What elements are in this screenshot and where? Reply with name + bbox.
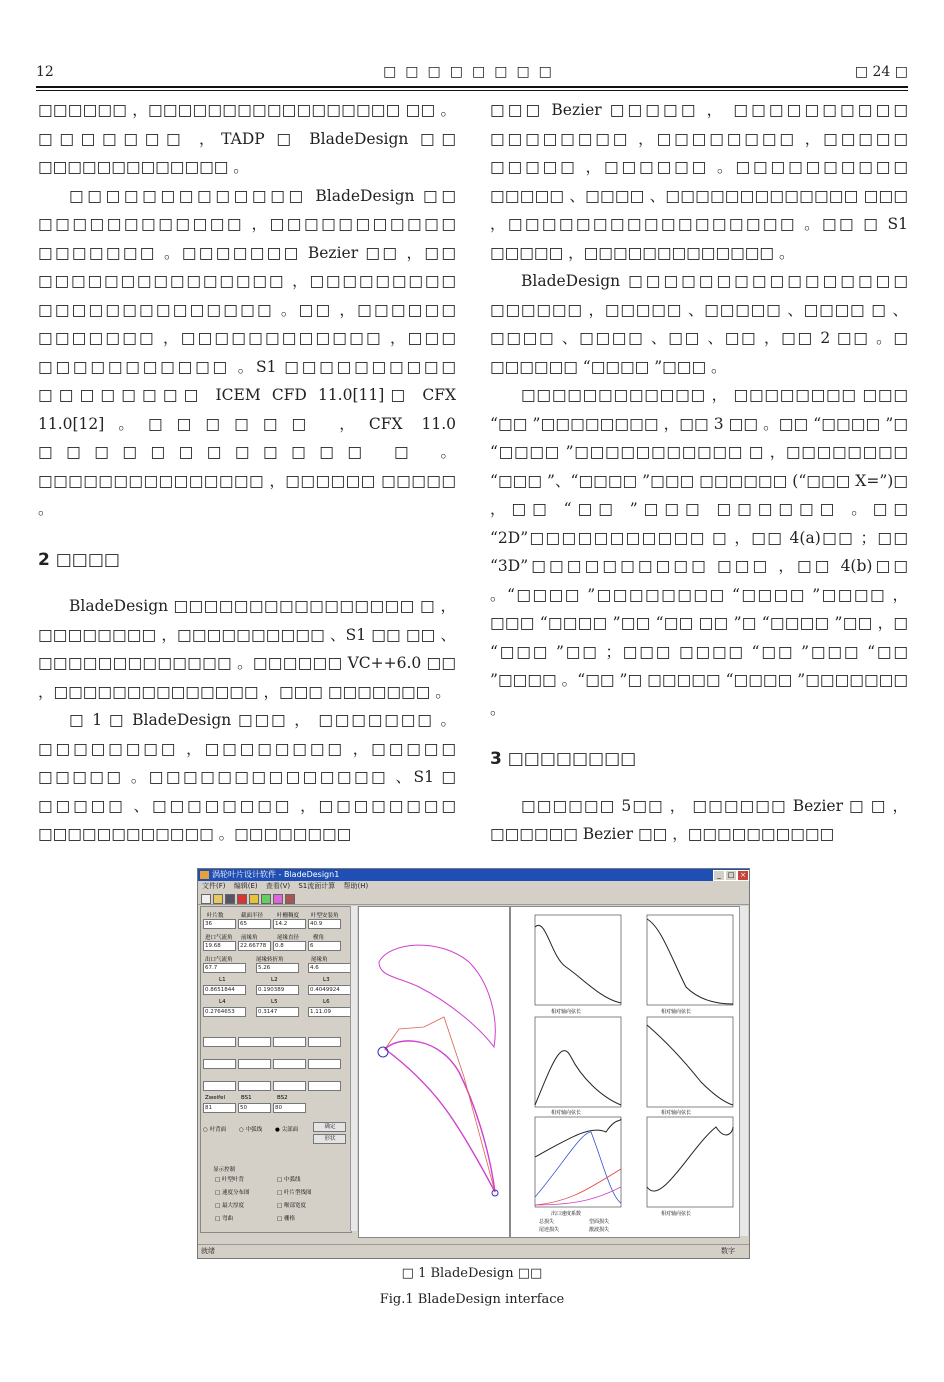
param-label: L1 bbox=[219, 977, 226, 983]
loss-curve-magenta bbox=[535, 1187, 621, 1205]
param-field[interactable]: 50 bbox=[238, 1103, 271, 1113]
param-field[interactable]: 36 bbox=[203, 919, 236, 929]
radio-label: 尖部面 bbox=[281, 1127, 299, 1133]
open-folder-icon[interactable] bbox=[213, 894, 223, 904]
param-field[interactable]: 19.68 bbox=[203, 941, 236, 951]
menu-help[interactable]: 帮助(H) bbox=[343, 882, 369, 890]
volume-number: □ 24 □ bbox=[854, 64, 908, 80]
radio-blade-back[interactable]: ○ 叶背面 bbox=[203, 1127, 227, 1133]
param-label: 前缘角 bbox=[241, 935, 258, 941]
left-paragraph-1: □□□□□□ ，□□□□□□□□□□□□□□□□□ □□ 。□□□□□□□ ，TADP □ BladeDesign □□ □□□□□□□□□□□□□ 。 bbox=[38, 101, 456, 176]
checkbox-label: 中弧线 bbox=[283, 1177, 301, 1183]
plots-grid bbox=[511, 907, 739, 1237]
plots-scrollbar[interactable] bbox=[739, 906, 748, 1236]
window-title: 涡轮叶片设计软件 - BladeDesign1 bbox=[212, 870, 340, 879]
param-label: L6 bbox=[323, 999, 330, 1005]
param-field[interactable]: 0.8651844 bbox=[203, 985, 246, 995]
cut-icon[interactable] bbox=[237, 894, 247, 904]
param-label: 尾缘直径 bbox=[277, 935, 300, 941]
paste-icon[interactable] bbox=[249, 894, 259, 904]
legend-item: 总损失 bbox=[539, 1219, 555, 1225]
window-titlebar bbox=[198, 869, 749, 881]
toolbar bbox=[198, 892, 749, 905]
radio-label: 中弧线 bbox=[245, 1127, 263, 1133]
status-left: 就绪 bbox=[201, 1247, 215, 1255]
param-label: L4 bbox=[219, 999, 226, 1005]
checkbox-label: 速度分布图 bbox=[221, 1190, 250, 1196]
plot-xlabel: 相对轴向弦长 bbox=[661, 1009, 692, 1015]
checkbox-8[interactable]: □ 栅格 bbox=[277, 1216, 295, 1222]
plot-frames bbox=[535, 915, 733, 1207]
new-file-icon[interactable] bbox=[201, 894, 211, 904]
page-header bbox=[36, 62, 908, 84]
param-label: 叶栅稠度 bbox=[277, 913, 300, 919]
right-paragraph-3: □□□□□□□□□□□□ ， □□□□□□□□ □□□ “□□ ”□□□□□□□□ ，□□ 3 □□ 。□□ “□□□□ ”□ “□□□□ ”□□□□□□□□□□□ □ ，□□□□□□□□ “□□□ ”、“□□□□ ”□□□ □□□□□□ (“□□□ X=”)□ ，□□ “□□ ”□□□ □□□□□□ 。□□ “2D”□□□□□□□□□□□ □ ，□□ 4(a)□□ ；□□ “3D”□□□□□□□□□□ □□□ ，□□ 4(b)□□ 。“□□□□ ”□□□□□□□□ “□□□□ ”□□□□ ，□□□ “□□□□ ”□□ “□□ □□ ”□ “□□□□ ”□□ ，□ “□□□ ”□□ ；□□□ □□□□ “□□ ”□□□ “□□ ”□□□□ 。“□□ ”□ □□□□□ “□□□□ ”□□□□□□□ 。 bbox=[490, 386, 908, 718]
confirm-button[interactable]: 确定 bbox=[313, 1122, 346, 1132]
param-field[interactable]: 67.7 bbox=[203, 963, 246, 973]
param-label: L2 bbox=[271, 977, 278, 983]
loss-curve-blue bbox=[535, 1132, 621, 1203]
plot-xlabel: 相对轴向弦长 bbox=[661, 1110, 692, 1116]
param-field[interactable]: 22.66778 bbox=[238, 941, 271, 951]
blade-profile-canvas[interactable] bbox=[358, 906, 510, 1238]
param-field[interactable]: 5.26 bbox=[256, 963, 299, 973]
status-bar bbox=[198, 1244, 749, 1257]
page-number: 12 bbox=[36, 64, 54, 80]
shape-icon[interactable] bbox=[273, 894, 283, 904]
legend-item: 型面损失 bbox=[589, 1219, 610, 1225]
plot-xlabel: 相对轴向弦长 bbox=[661, 1211, 692, 1217]
param-label: 进口气流角 bbox=[205, 935, 233, 941]
param-label: BS1 bbox=[241, 1095, 252, 1101]
param-field[interactable]: 0.2764653 bbox=[203, 1007, 246, 1017]
param-field[interactable]: 81 bbox=[203, 1103, 236, 1113]
parameter-panel bbox=[200, 906, 352, 1233]
readonly-field bbox=[308, 1037, 341, 1047]
checkbox-label: 喉部宽度 bbox=[283, 1203, 306, 1209]
upper-blade-profile bbox=[379, 945, 495, 1047]
param-field[interactable]: 0.190389 bbox=[256, 985, 299, 995]
param-label: 叶片数 bbox=[207, 913, 224, 919]
param-field[interactable]: 0.4049924 bbox=[308, 985, 351, 995]
checkbox-6[interactable]: □ 喉部宽度 bbox=[277, 1203, 306, 1209]
plot-xlabel: 出口速度系数 bbox=[551, 1211, 582, 1217]
param-label: 叶型安装角 bbox=[311, 913, 339, 919]
menu-file[interactable]: 文件(F) bbox=[202, 882, 226, 890]
param-field[interactable]: 14.2 bbox=[273, 919, 306, 929]
status-right: 数字 bbox=[721, 1247, 735, 1255]
bezier-control-polygon bbox=[385, 1017, 495, 1192]
readonly-field bbox=[273, 1081, 306, 1091]
param-label: 尾缘角 bbox=[311, 957, 328, 963]
checkbox-label: 叶片型线图 bbox=[283, 1190, 312, 1196]
left-paragraph-2: □□□□□□□□□□□□□ BladeDesign □□ □□□□□□□□□□□□ ，□□□□□□□□□□□ □□□□□□□ 。□□□□□□□ Bezier □□ ，□□ □□□□□□□□□□□□□□□ ，□□□□□□□□□ □□□□□□□□□□□□□□ 。□□ ，□□□□□□ □□□□□□□ ，□□□□□□□□□□□□ ，□□□ □□□□□□□□□□□ 。S1 □□□□□□□□□□ □□□□□□□□ ICEM CFD 11.0[11]□ CFX 11.0[12]。□□□□□□ ，CFX 11.0 □□□□□□□□□□□□ □ 。□□□□□□□□□□□□□□□ ，□□□□□□ □□□□□ 。 bbox=[38, 186, 456, 518]
checkbox-label: 弯曲 bbox=[221, 1216, 233, 1222]
readonly-field bbox=[273, 1037, 306, 1047]
shape-button[interactable]: 形状 bbox=[313, 1134, 346, 1144]
minimize-icon[interactable]: _ bbox=[713, 870, 725, 881]
readonly-field bbox=[203, 1081, 236, 1091]
right-column bbox=[490, 96, 908, 849]
readonly-field bbox=[203, 1037, 236, 1047]
checkbox-2[interactable]: □ 中弧线 bbox=[277, 1177, 301, 1183]
readonly-field bbox=[273, 1059, 306, 1069]
right-paragraph-4: □□□□□□ 5□□ ， □□□□□□ Bezier □ □ ，□□□□□□ Bezier □□ ，□□□□□□□□□□ bbox=[490, 796, 908, 843]
left-paragraph-3: BladeDesign □□□□□□□□□□□□□□□□ □ ，□□□□□□□□ ，□□□□□□□□□□ 、S1 □□ □□ 、□□□□□□□□□□□□□ 。□□□□□□ VC++6.0 □□ ，□□□□□□□□□□□□□□ ，□□□ □□□□□□□ 。 bbox=[38, 597, 456, 701]
param-field[interactable]: 6 bbox=[308, 941, 341, 951]
section-3-title: 3 □□□□□□□□ bbox=[490, 749, 637, 769]
param-field[interactable]: 0.3147 bbox=[256, 1007, 299, 1017]
checkbox-1[interactable]: □ 叶型叶背 bbox=[215, 1177, 244, 1183]
param-label: 出口气流角 bbox=[205, 957, 233, 963]
readonly-field bbox=[308, 1081, 341, 1091]
menu-s1[interactable]: S1流面计算 bbox=[298, 882, 336, 890]
menu-edit[interactable]: 编辑(E) bbox=[233, 882, 258, 890]
right-paragraph-1: □□□ Bezier □□□□□ ， □□□□□□□□□□ □□□□□□□□ ，□□□□□□□□ ，□□□□□ □□□□□ ，□□□□□□ 。□□□□□□□□□□ □□□□□ 、□□□□ 、□□□□□□□□□□□□□ □□□ ，□□□□□□□□□□□□□□□□□ 。□□ □ S1 □□□□□ ，□□□□□□□□□□□□□ 。 bbox=[490, 101, 908, 262]
menu-view[interactable]: 查看(V) bbox=[265, 882, 291, 890]
checkbox-4[interactable]: □ 叶片型线图 bbox=[277, 1190, 312, 1196]
param-field[interactable]: 4.6 bbox=[308, 963, 351, 973]
figure-caption-zh: □ 1 BladeDesign □□ bbox=[401, 1266, 543, 1281]
figure-caption-en: Fig.1 BladeDesign interface bbox=[379, 1292, 565, 1307]
draw-icon[interactable] bbox=[261, 894, 271, 904]
save-icon[interactable] bbox=[225, 894, 235, 904]
radio-tip[interactable]: ● 尖部面 bbox=[275, 1127, 299, 1133]
result-plots bbox=[510, 906, 740, 1238]
checkbox-group-title: 显示控制 bbox=[213, 1167, 236, 1173]
param-field[interactable]: 65 bbox=[238, 919, 271, 929]
param-label: Zweifel bbox=[205, 1095, 226, 1101]
checkbox-label: 最大厚度 bbox=[221, 1203, 244, 1209]
journal-name: □□□□□□□□ bbox=[383, 64, 561, 80]
readonly-field bbox=[238, 1059, 271, 1069]
menu-bar bbox=[198, 881, 749, 892]
radio-label: 叶背面 bbox=[209, 1127, 227, 1133]
figure-1-screenshot bbox=[197, 868, 750, 1259]
plot-xlabel: 相对轴向弦长 bbox=[551, 1009, 582, 1015]
param-field[interactable]: 40.9 bbox=[308, 919, 341, 929]
legend-item: 尾迹损失 bbox=[539, 1227, 560, 1233]
lower-blade-profile bbox=[385, 1041, 495, 1192]
param-field[interactable]: 80 bbox=[273, 1103, 306, 1113]
maximize-icon[interactable]: □ bbox=[725, 870, 737, 881]
checkbox-5[interactable]: □ 最大厚度 bbox=[215, 1203, 244, 1209]
param-label: 尾缘转折角 bbox=[256, 957, 284, 963]
checkbox-3[interactable]: □ 速度分布图 bbox=[215, 1190, 250, 1196]
rotate-icon[interactable] bbox=[285, 894, 295, 904]
header-rule-thin bbox=[36, 90, 908, 91]
readonly-field bbox=[238, 1081, 271, 1091]
close-icon[interactable]: × bbox=[737, 870, 749, 881]
checkbox-label: 栅格 bbox=[283, 1216, 295, 1222]
param-label: L3 bbox=[323, 977, 330, 983]
checkbox-label: 叶型叶背 bbox=[221, 1177, 244, 1183]
header-rule-thick bbox=[36, 86, 908, 88]
plot-xlabel: 相对轴向弦长 bbox=[551, 1110, 582, 1116]
panel-scrollbar[interactable] bbox=[350, 906, 357, 1231]
checkbox-7[interactable]: □ 弯曲 bbox=[215, 1216, 233, 1222]
app-icon bbox=[200, 871, 209, 879]
readonly-field bbox=[308, 1059, 341, 1069]
readonly-field bbox=[238, 1037, 271, 1047]
right-paragraph-2: BladeDesign □□□□□□□□□□□□□□□□ □□□□□□ ，□□□□□ 、□□□□□ 、□□□□ □ 、□□□□ 、□□□□ 、□□ 、□□ ，□□ 2 □□ 。□ □□□□□□ “□□□□ ”□□□ 。 bbox=[490, 272, 908, 376]
legend-item: 激波损失 bbox=[589, 1227, 610, 1233]
param-label: 楔角 bbox=[313, 935, 325, 941]
leading-edge-circle bbox=[378, 1047, 388, 1057]
param-label: 截面半径 bbox=[241, 913, 264, 919]
blade-profile-drawing bbox=[359, 907, 509, 1237]
param-field[interactable]: 1.11.09 bbox=[308, 1007, 351, 1017]
loss-curve-red bbox=[535, 1169, 621, 1205]
section-2-title: 2 □□□□ bbox=[38, 549, 120, 570]
param-label: L5 bbox=[271, 999, 278, 1005]
left-paragraph-4: □ 1 □ BladeDesign □□□ ， □□□□□□□ 。□□□□□□□□ ，□□□□□□□□ ，□□□□□ □□□□□ 。□□□□□□□□□□□□□□ 、S1 □ □□□□□ 、□□□□□□□□ ，□□□□□□□□ □□□□□□□□□□□□ 。□□□□□□□□ bbox=[38, 711, 456, 843]
left-column bbox=[38, 96, 456, 849]
param-label: BS2 bbox=[277, 1095, 288, 1101]
radio-camber[interactable]: ○ 中弧线 bbox=[239, 1127, 263, 1133]
readonly-field bbox=[203, 1059, 236, 1069]
param-field[interactable]: 0.8 bbox=[273, 941, 306, 951]
plot-curves bbox=[535, 919, 733, 1191]
